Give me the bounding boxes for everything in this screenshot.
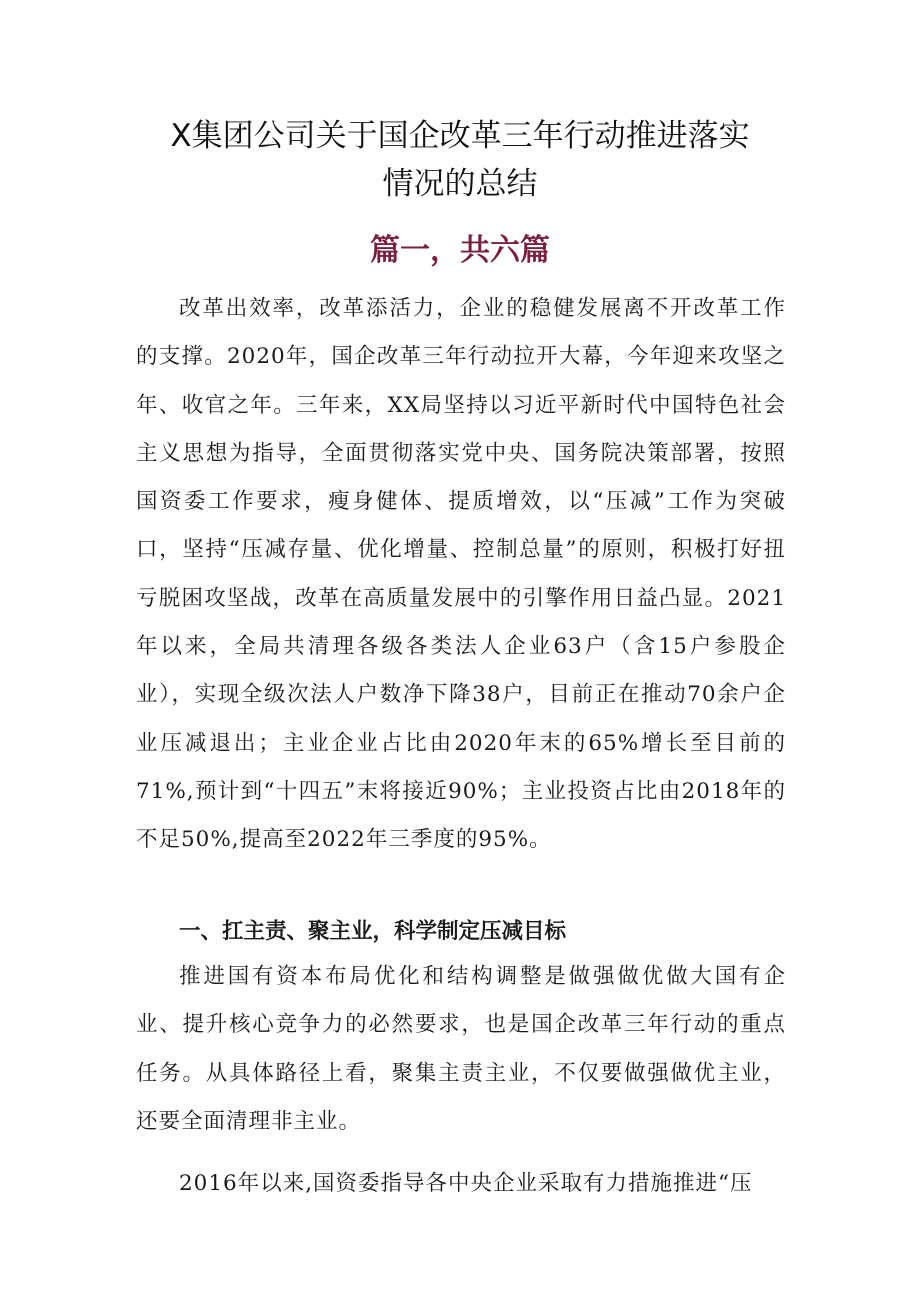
body-paragraph-2: 推进国有资本布局优化和结构调整是做强做优做大国有企业、提升核心竞争力的必然要求，也是国企改革三年行动的重点任务。从具体路径上看，聚集主责主业，不仅要做强做优主业，还要全面清理非主业。 [136,964,786,1134]
body-paragraph-3: 2016年以来,国资委指导各中央企业采取有力措施推进“压 [179,1171,753,1196]
section-heading-1: 一、扛主责、聚主业，科学制定压减目标 [179,919,567,944]
document-title-line1: X集团公司关于国企改革三年行动推进落实 [170,118,750,154]
document-title-line2: 情况的总结 [382,166,538,202]
document-subtitle: 篇一，共六篇 [370,233,550,268]
body-paragraph-1: 改革出效率，改革添活力，企业的稳健发展离不开改革工作的支撑。2020年，国企改革三年行动拉开大幕，今年迎来攻坚之年、收官之年。三年来，XX局坚持以习近平新时代中国特色社会主义思想为指导，全面贯彻落实党中央、国务院决策部署，按照国资委工作要求，瘦身健体、提质增效，以“压减”工作为突破口，坚持“压减存量、优化增量、控制总量”的原则，积极打好扭亏脱困攻坚战，改革在高质量发展中的引擎作用日益凸显。2021年以来，全局共清理各级各类法人企业63户（含15户参股企业），实现全级次法人户数净下降38户，目前正在推动70余户企业压减退出；主业企业占比由2020年末的65%增长至目前的71%,预计到“十四五”末将接近90%；主业投资占比由2018年的不足50%,提高至2022年三季度的95%。 [136,296,786,853]
